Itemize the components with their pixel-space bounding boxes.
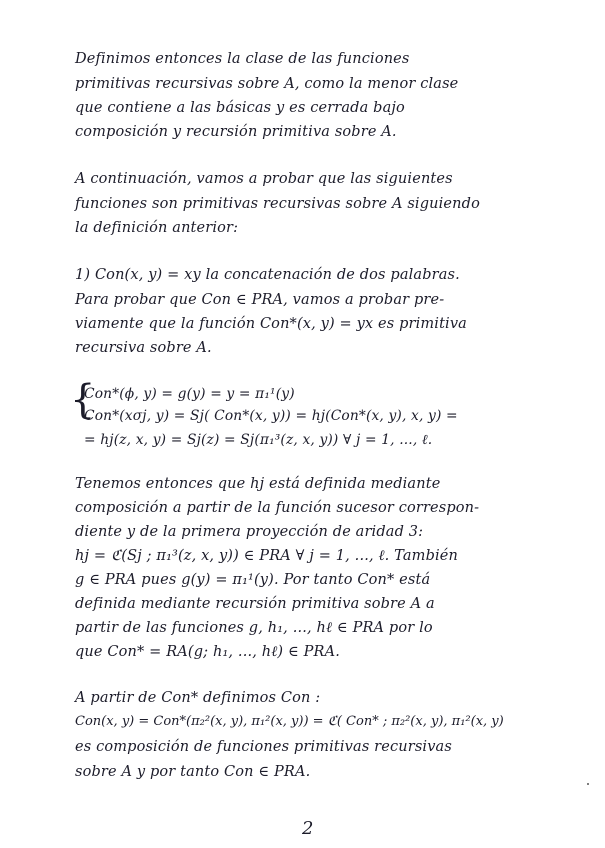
paragraph-3-line-3: viamente que la función Con*(x, y) = yx es primitiva — [75, 316, 467, 332]
paragraph-4-line-7: partir de las funciones g, h₁, ..., hℓ ∈ PRA por lo — [75, 620, 433, 636]
paragraph-5-line-2: Con(x, y) = Con*(π₂²(x, y), π₁²(x, y)) = ℭ( Con* ; π₂²(x, y), π₁²(x, y) — [75, 714, 504, 729]
paragraph-4-line-8: que Con* = RA(g; h₁, ..., hℓ) ∈ PRA. — [75, 644, 340, 660]
paragraph-5-line-3: es composición de funciones primitivas recursivas — [75, 739, 452, 755]
ink-dot — [587, 783, 589, 785]
paragraph-2-line-3: la definición anterior: — [75, 220, 239, 236]
paragraph-4-line-4: hj = ℭ(Sj ; π₁³(z, x, y)) ∈ PRA ∀ j = 1, ..., ℓ. También — [75, 548, 459, 564]
paragraph-2-line-2: funciones son primitivas recursivas sobre A siguiendo — [75, 196, 480, 212]
paragraph-5-line-4: sobre A y por tanto Con ∈ PRA. — [75, 764, 311, 780]
paragraph-4-line-6: definida mediante recursión primitiva sobre A a — [75, 596, 435, 612]
paragraph-3-line-2: Para probar que Con ∈ PRA, vamos a probar pre- — [75, 292, 445, 308]
paragraph-4-line-1: Tenemos entonces que hj está definida mediante — [75, 476, 441, 492]
equation-line-1: Con*(ϕ, y) = g(y) = y = π₁¹(y) — [84, 386, 295, 402]
paragraph-3-line-1: 1) Con(x, y) = xy la concatenación de dos palabras. — [75, 267, 460, 283]
paragraph-1-line-2: primitivas recursivas sobre A, como la menor clase — [75, 76, 459, 92]
equation-brace: { — [70, 377, 96, 423]
paragraph-4-line-5: g ∈ PRA pues g(y) = π₁¹(y). Por tanto Con* está — [75, 572, 431, 588]
paragraph-1-line-4: composición y recursión primitiva sobre A. — [75, 124, 397, 140]
paragraph-1-line-3: que contiene a las básicas y es cerrada bajo — [75, 100, 405, 116]
paragraph-1-line-1: Definimos entonces la clase de las funciones — [75, 51, 410, 67]
paragraph-3-line-4: recursiva sobre A. — [75, 340, 212, 356]
page-number: 2 — [302, 818, 314, 839]
paragraph-5-line-1: A partir de Con* definimos Con : — [75, 690, 321, 706]
paragraph-4-line-2: composición a partir de la función sucesor correspon- — [75, 500, 480, 516]
equation-line-2: Con*(xσj, y) = Sj( Con*(x, y)) = hj(Con*(x, y), x, y) = — [84, 408, 458, 424]
paragraph-4-line-3: diente y de la primera proyección de aridad 3: — [75, 524, 424, 540]
paragraph-2-line-1: A continuación, vamos a probar que las siguientes — [75, 171, 453, 187]
equation-line-3: = hj(z, x, y) = Sj(z) = Sj(π₁³(z, x, y)) ∀ j = 1, ..., ℓ. — [84, 432, 433, 448]
